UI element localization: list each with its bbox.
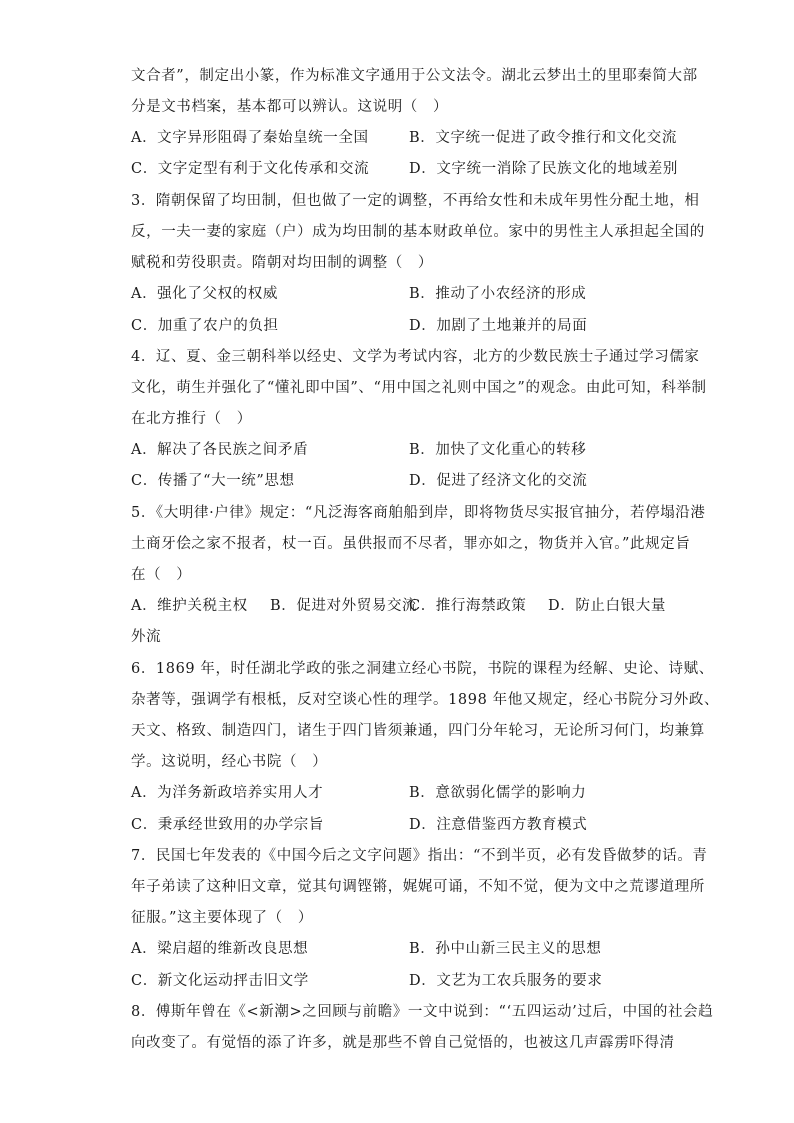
question-8-stem-line: 向改变了。有觉悟的添了许多，就是那些不曾自己觉悟的，也被这几声霹雳吓得清: [131, 1035, 675, 1051]
question-5-option-d: D．防止白银大量: [548, 598, 666, 614]
question-6-option-d: D．注意借鉴西方教育模式: [409, 817, 588, 833]
question-5-option-a: A．维护关税主权: [131, 598, 248, 614]
question-2-option-a: A．文字异形阻碍了秦始皇统一全国: [131, 130, 369, 146]
question-2-option-d: D．文字统一消除了民族文化的地域差别: [409, 161, 678, 177]
question-4-stem-line: 在北方推行（ ）: [131, 411, 252, 427]
question-6-stem-line: 6．1869 年，时任湖北学政的张之洞建立经心书院，书院的课程为经解、史论、诗赋、: [131, 661, 714, 677]
question-5-stem-line: 土商牙侩之家不报者，杖一百。虽供报而不尽者，罪亦如之，物货并入官。”此规定旨: [131, 536, 691, 552]
question-6-option-b: B．意欲弱化儒学的影响力: [409, 785, 587, 801]
question-2-stem-line: 分是文书档案，基本都可以辨认。这说明（ ）: [131, 99, 449, 115]
question-6-option-c: C．秉承经世致用的办学宗旨: [131, 817, 324, 833]
question-4-option-d: D．促进了经济文化的交流: [409, 473, 588, 489]
question-6-stem-line: 天文、格致、制造四门，诸生于四门皆须兼通，四门分年轮习，无论所习何门，均兼算: [131, 723, 705, 739]
question-6-stem-line: 杂著等，强调学有根柢，反对空谈心性的理学。1898 年他又规定，经心书院分习外政、: [131, 692, 720, 708]
question-6-stem-line: 学。这说明，经心书院（ ）: [131, 754, 328, 770]
question-4-option-c: C．传播了“大一统”思想: [131, 473, 295, 489]
question-5-option-d-continued: 外流: [131, 629, 162, 645]
question-7-stem-line: 7．民国七年发表的《中国今后之文字问题》指出：“不到半页，必有发昏做梦的话。青: [131, 848, 708, 864]
question-3-stem-line: 反，一夫一妻的家庭（户）成为均田制的基本财政单位。家中的男性主人承担起全国的: [131, 224, 705, 240]
question-4-stem-line: 4．辽、夏、金三朝科举以经史、文学为考试内容，北方的少数民族士子通过学习儒家: [131, 349, 700, 365]
question-5-option-b: B．促进对外贸易交流: [270, 598, 418, 614]
question-2-option-b: B．文字统一促进了政令推行和文化交流: [409, 130, 677, 146]
question-3-option-b: B．推动了小农经济的形成: [409, 286, 587, 302]
question-3-stem-line: 3．隋朝保留了均田制，但也做了一定的调整，不再给女性和未成年男性分配土地，相: [131, 193, 700, 209]
question-3-option-d: D．加剧了土地兼并的局面: [409, 318, 588, 334]
question-7-option-b: B．孙中山新三民主义的思想: [409, 941, 602, 957]
question-4-stem-line: 文化，萌生并强化了“懂礼即中国”、“用中国之礼则中国之”的观念。由此可知，科举制: [131, 380, 707, 396]
question-5-stem-line: 5．《大明律·户律》规定：“凡泛海客商舶船到岸，即将物货尽实报官抽分，若停塌沿港: [131, 505, 706, 521]
question-7-stem-line: 征服。”这主要体现了（ ）: [131, 910, 313, 926]
question-6-option-a: A．为洋务新政培养实用人才: [131, 785, 324, 801]
question-7-option-a: A．梁启超的维新改良思想: [131, 941, 309, 957]
question-4-option-b: B．加快了文化重心的转移: [409, 442, 587, 458]
question-7-option-d: D．文艺为工农兵服务的要求: [409, 973, 603, 989]
question-8-stem-line: 8．傅斯年曾在《<新潮>之回顾与前瞻》一文中说到：“‘五四运动’过后，中国的社会趋: [131, 1004, 714, 1020]
question-2-option-c: C．文字定型有利于文化传承和交流: [131, 161, 370, 177]
question-5-option-c: C．推行海禁政策: [409, 598, 527, 614]
question-2-stem-line: 文合者”，制定出小篆，作为标准文字通用于公文法令。湖北云梦出土的里耶秦简大部: [131, 68, 698, 84]
question-7-stem-line: 年子弟读了这种旧文章，觉其句调铿锵，娓娓可诵，不知不觉，便为文中之荒谬道理所: [131, 879, 705, 895]
question-3-option-a: A．强化了父权的权威: [131, 286, 278, 302]
question-7-option-c: C．新文化运动抨击旧文学: [131, 973, 309, 989]
question-3-option-c: C．加重了农户的负担: [131, 318, 279, 334]
question-5-stem-line: 在（ ）: [131, 567, 192, 583]
question-3-stem-line: 赋税和劳役职责。隋朝对均田制的调整（ ）: [131, 255, 433, 271]
question-4-option-a: A．解决了各民族之间矛盾: [131, 442, 309, 458]
